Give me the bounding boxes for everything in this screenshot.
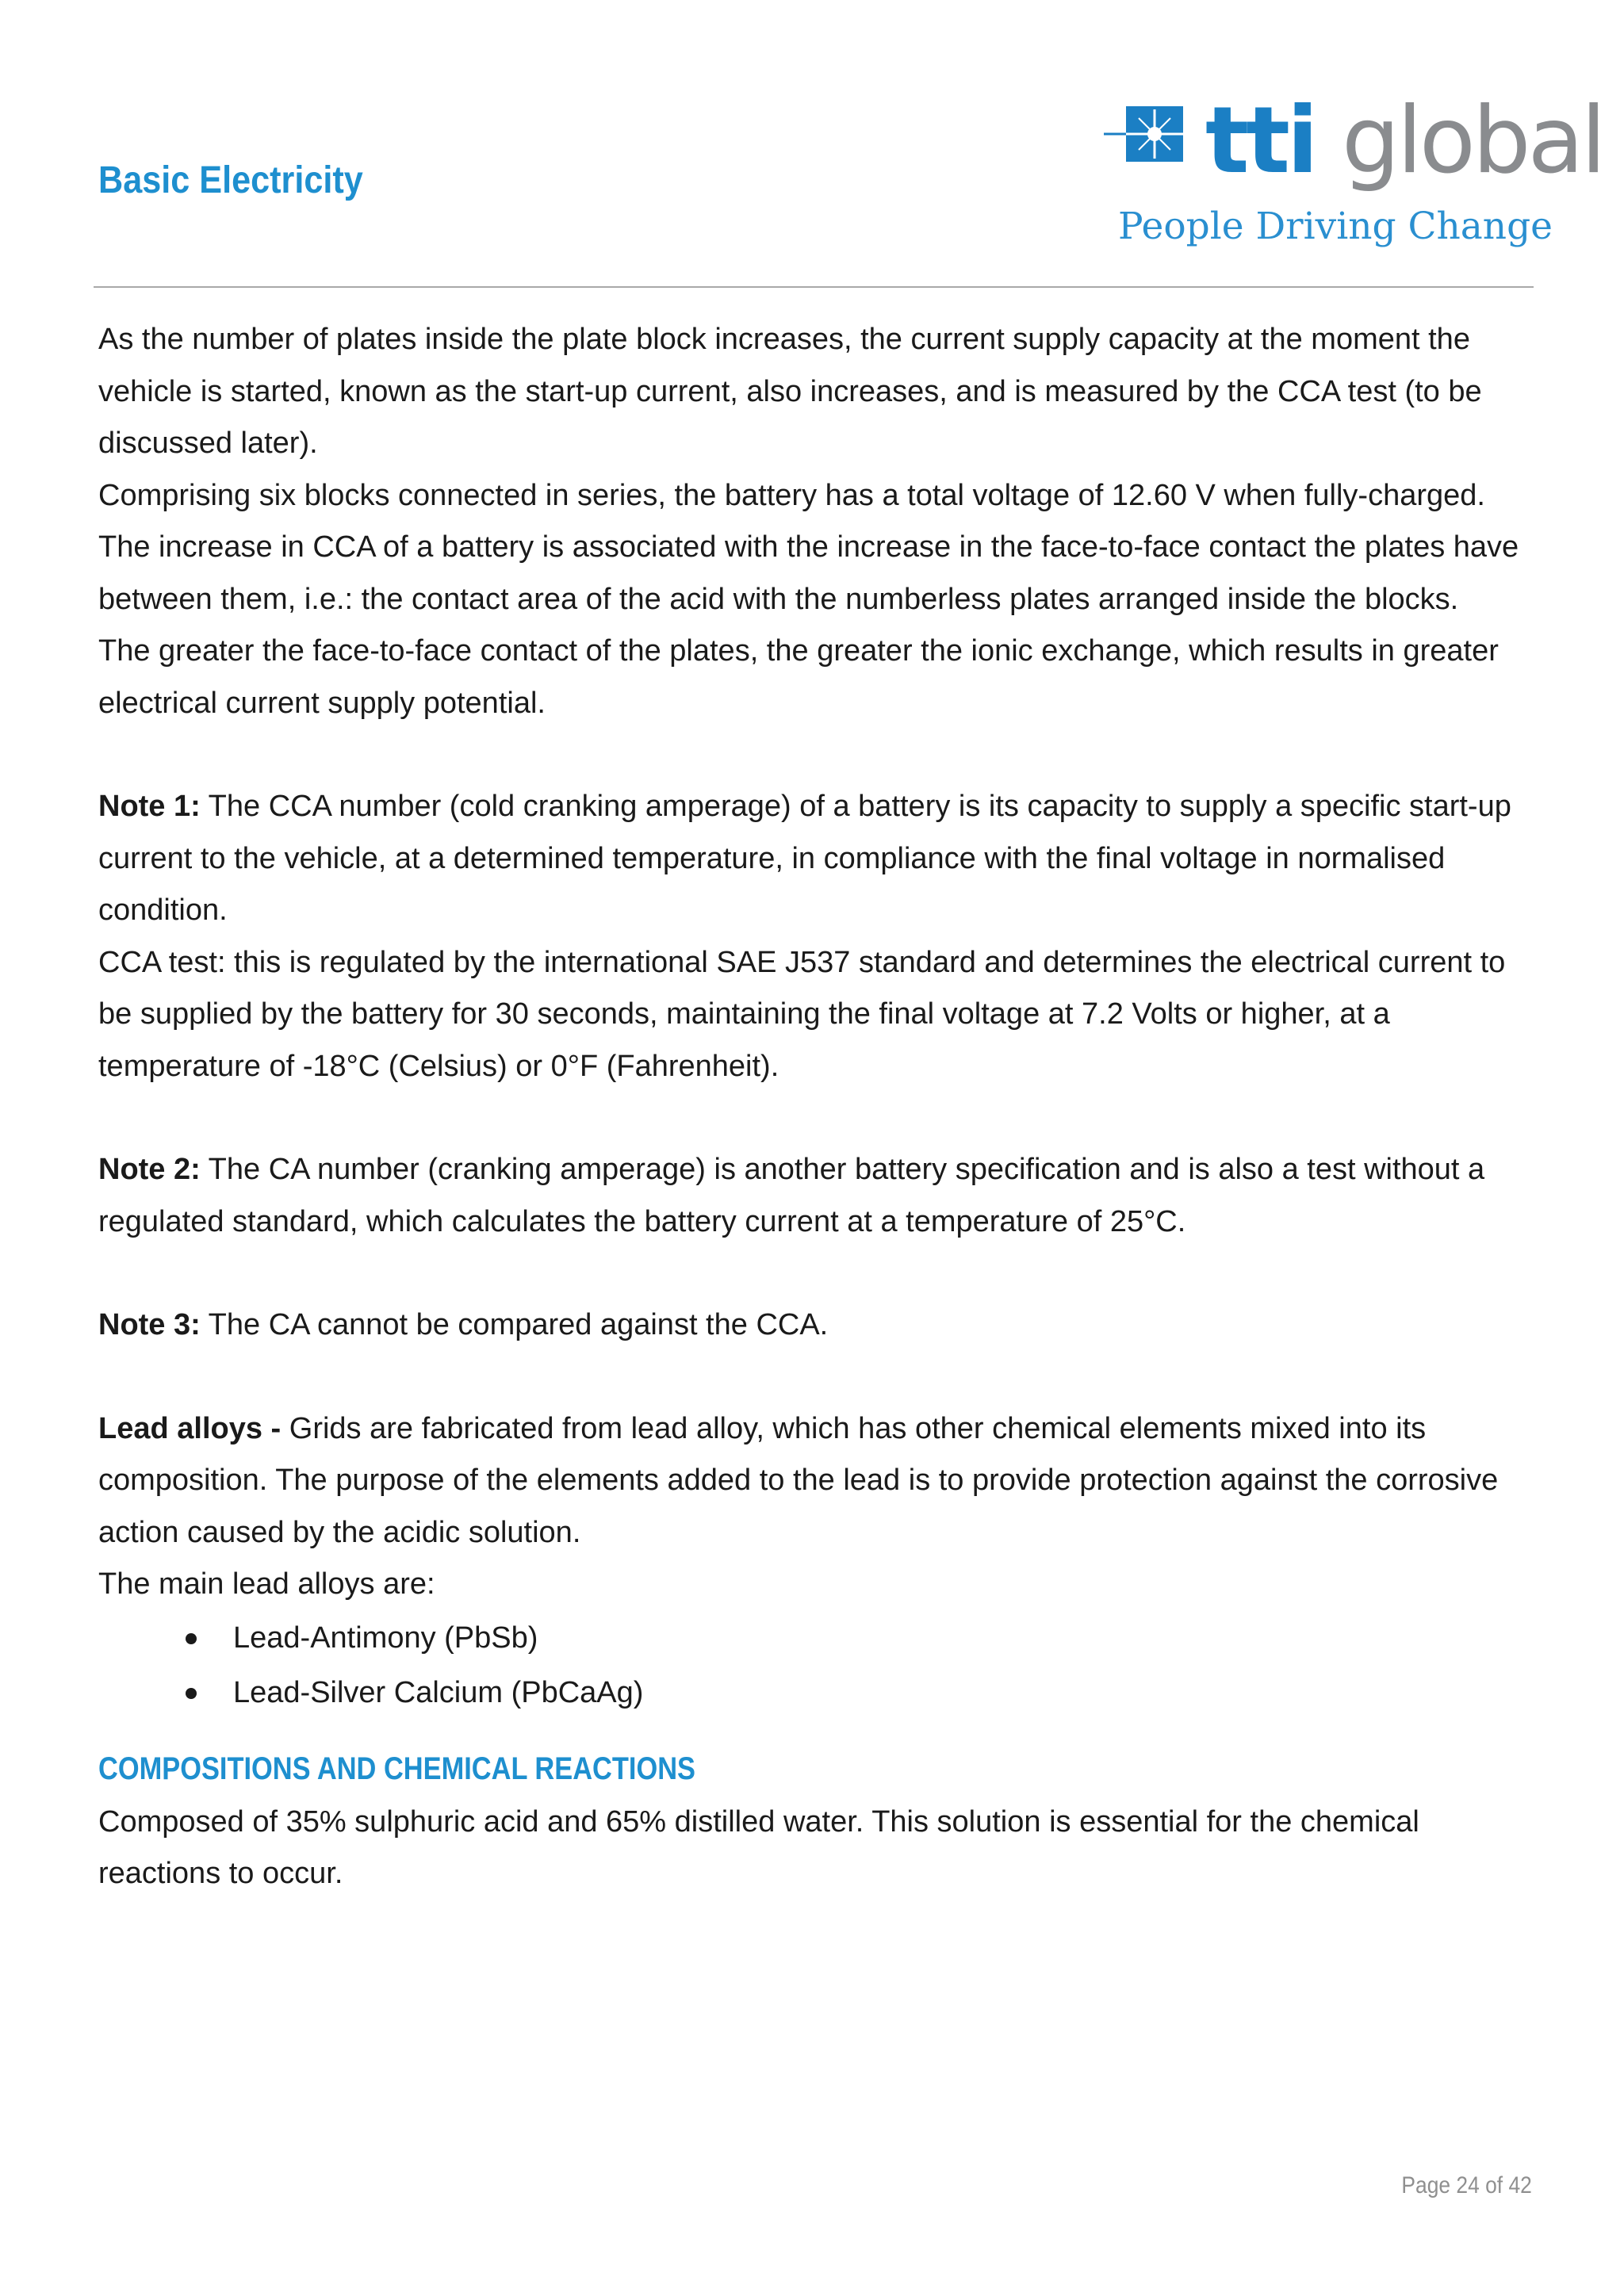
list-item-text: Lead-Silver Calcium (PbCaAg) — [233, 1675, 644, 1709]
star-burst-icon — [1104, 101, 1202, 170]
note-2-label: Note 2: — [98, 1153, 201, 1186]
bullet-icon — [186, 1688, 197, 1699]
lead-alloys-paragraph — [98, 1403, 1526, 1559]
note-1 — [98, 781, 1526, 937]
spacer — [98, 1093, 1526, 1144]
header-divider — [94, 286, 1534, 288]
paragraph: The greater the face-to-face contact of the plates, the greater the ionic exchange, which results in greater electrical current supply potential. — [98, 634, 1499, 720]
note-3 — [98, 1299, 1526, 1352]
composition-paragraph: Composed of 35% sulphuric acid and 65% distilled water. This solution is essential for the chemical reactions to occur. — [98, 1804, 1419, 1890]
list-item — [98, 1611, 1526, 1666]
spacer — [98, 1352, 1526, 1403]
note-2 — [98, 1144, 1526, 1248]
logo-brand-secondary: global — [1342, 87, 1603, 194]
logo-brand-primary: tti — [1205, 87, 1316, 194]
list-item-text: Lead-Antimony (PbSb) — [233, 1621, 538, 1655]
section-heading: COMPOSITIONS AND CHEMICAL REACTIONS — [98, 1751, 696, 1786]
bullet-icon — [186, 1633, 197, 1644]
page-title: Basic Electricity — [98, 159, 363, 201]
lead-alloys-label: Lead alloys - — [98, 1411, 282, 1445]
paragraph: As the number of plates inside the plate block increases, the current supply capacity at the moment the vehicle is started, known as the start-up current, also increases, and is measured by the CCA test (to be discussed later). — [98, 323, 1482, 460]
note-1-label: Note 1: — [98, 790, 201, 823]
note-3-label: Note 3: — [98, 1308, 201, 1341]
paragraph: The increase in CCA of a battery is associated with the increase in the face-to-face contact the plates have between them, i.e.: the contact area of the acid with the numberless plates arranged inside the blocks. — [98, 530, 1519, 616]
spacer — [98, 729, 1526, 781]
note-3-text: The CA cannot be compared against the CCA. — [200, 1308, 829, 1341]
paragraph: Comprising six blocks connected in series, the battery has a total voltage of 12.60 V when fully-charged. — [98, 478, 1485, 512]
alloy-list — [98, 1611, 1526, 1720]
note-2-text: The CA number (cranking amperage) is another battery specification and is also a test without a regulated standard, which calculates the battery current at a temperature of 25°C. — [98, 1153, 1485, 1238]
document-body — [98, 314, 1526, 1900]
page-number: Page 24 of 42 — [1401, 2172, 1532, 2198]
lead-alloys-text: Grids are fabricated from lead alloy, which has other chemical elements mixed into its composition. The purpose of the elements added to the lead is to provide protection against the corrosive action caused by the acidic solution. — [98, 1411, 1499, 1549]
logo-tagline: People Driving Change — [1118, 205, 1553, 248]
company-logo — [1094, 87, 1603, 263]
list-item — [98, 1666, 1526, 1720]
cca-test-paragraph: CCA test: this is regulated by the international SAE J537 standard and determines the electrical current to be supplied by the battery for 30 seconds, maintaining the final voltage at 7.2 Volts or higher, at a temperature of -18°C (Celsius) or 0°F (Fahrenheit). — [98, 945, 1506, 1083]
alloys-intro: The main lead alloys are: — [98, 1567, 435, 1601]
note-1-text: The CCA number (cold cranking amperage) of a battery is its capacity to supply a specific start-up current to the vehicle, at a determined temperature, in compliance with the final voltage in normalised condition. — [98, 790, 1511, 927]
spacer — [98, 1248, 1526, 1299]
